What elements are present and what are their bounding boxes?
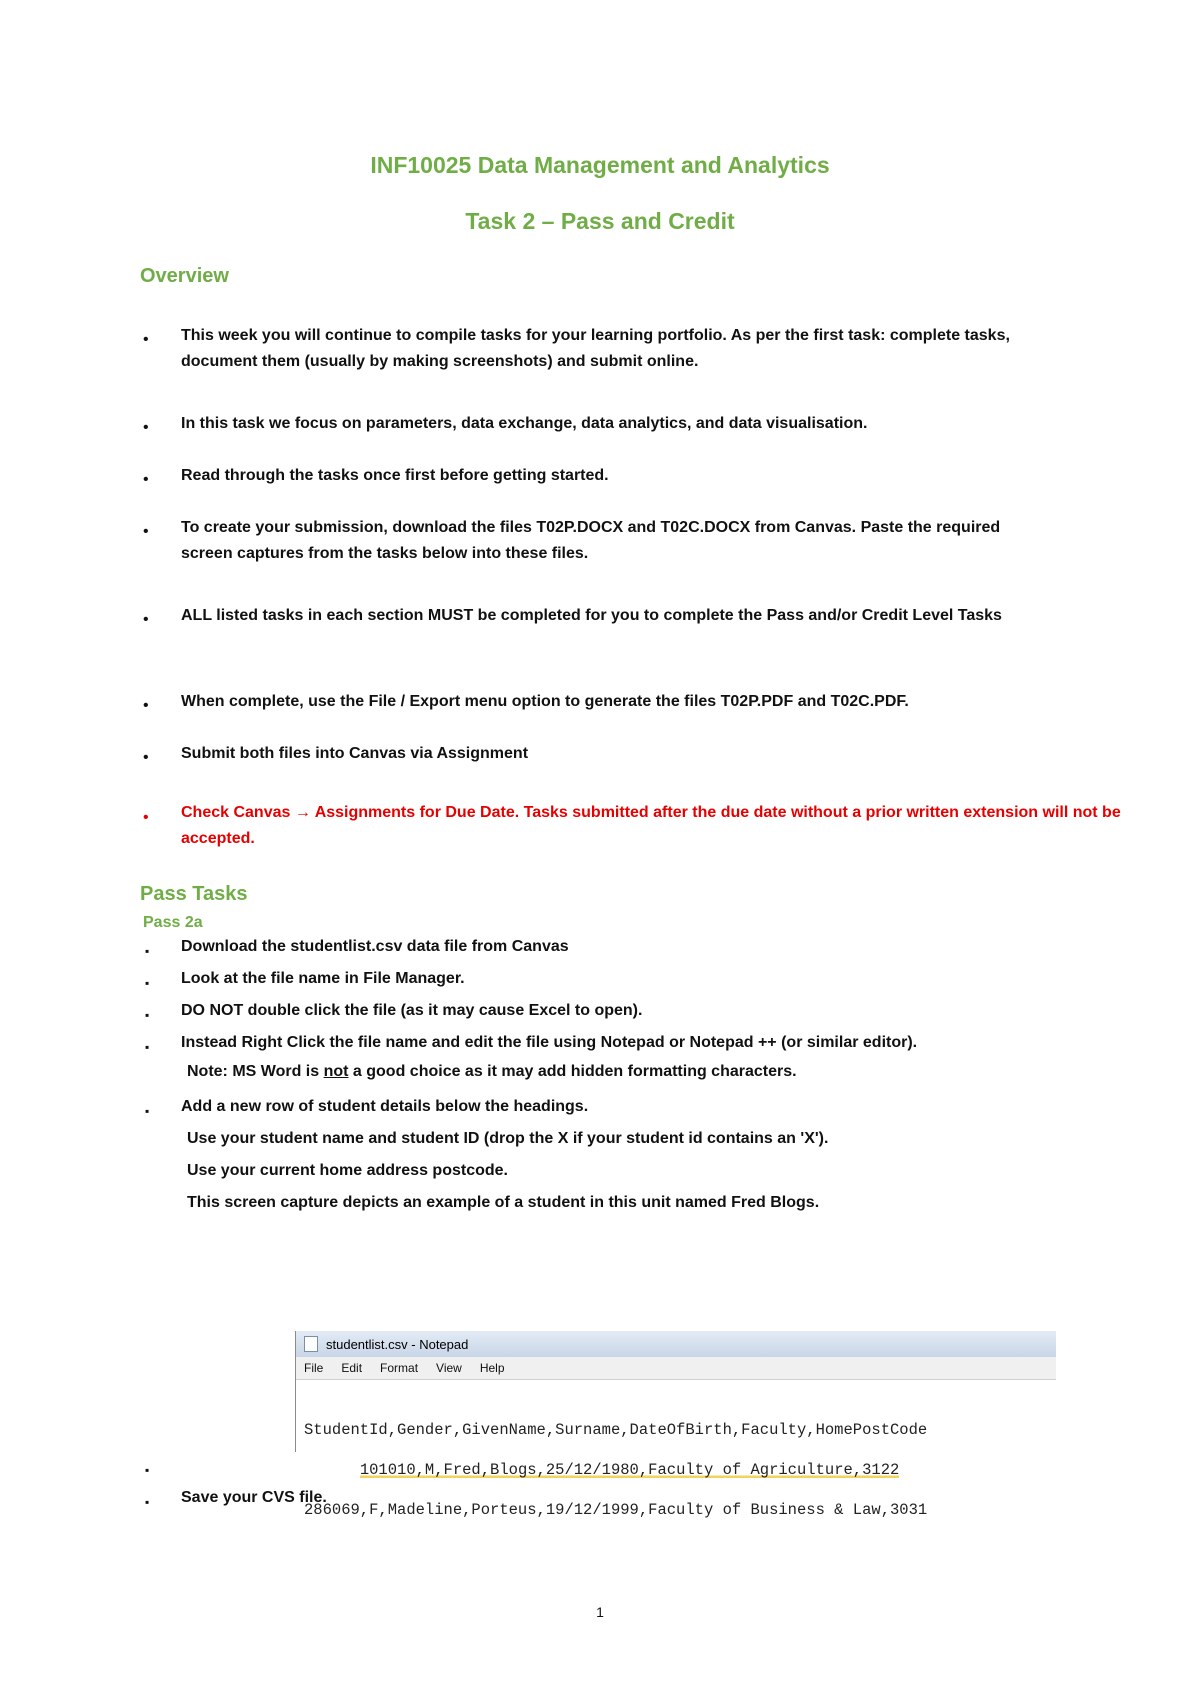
notepad-menu-file: File (304, 1361, 324, 1375)
notepad-menu-view: View (436, 1361, 462, 1375)
overview-item: To create your submission, download the files T02P.DOCX and T02C.DOCX from Canvas. Paste the required screen captures from the tasks below into these files. (181, 519, 1001, 562)
bullet-icon: • (143, 697, 149, 714)
bullet-icon: • (143, 471, 149, 488)
bullet-icon: • (143, 611, 149, 628)
square-bullet-icon: ▪ (145, 976, 150, 990)
bullet-icon: • (143, 809, 149, 826)
instruction-line: Use your student name and student ID (drop the X if your student id contains an 'X'). (187, 1130, 829, 1147)
pass-item: Download the studentlist.csv data file from Canvas (181, 938, 569, 955)
square-bullet-icon: ▪ (145, 1495, 150, 1509)
document-title: INF10025 Data Management and Analytics (370, 152, 830, 178)
document-subtitle: Task 2 – Pass and Credit (465, 208, 735, 234)
csv-example-line: 101010,M,Fred,Blogs,25/12/1980,Faculty of Agriculture,3122 (359, 1461, 900, 1479)
pass-2a-heading: Pass 2a (143, 914, 203, 931)
due-date-warning: Check Canvas → Assignments for Due Date. Tasks submitted after the due date without a prior written extension will not be accepted. (181, 804, 1121, 847)
overview-item: ALL listed tasks in each section MUST be completed for you to complete the Pass and/or Credit Level Tasks (181, 607, 1002, 624)
overview-item: Submit both files into Canvas via Assignment (181, 745, 529, 762)
notepad-icon (304, 1336, 318, 1352)
square-bullet-icon: ▪ (145, 1008, 150, 1022)
page-number: 1 (596, 1604, 604, 1620)
bullet-icon: • (143, 419, 149, 436)
notepad-menu-format: Format (380, 1361, 419, 1375)
csv-header-line: StudentId,Gender,GivenName,Surname,DateOfBirth,Faculty,HomePostCode (304, 1421, 928, 1439)
pass-item: DO NOT double click the file (as it may cause Excel to open). (181, 1002, 643, 1019)
pass-item: Save your CVS file. (181, 1489, 327, 1506)
bullet-icon: • (143, 523, 149, 540)
notepad-menu-help: Help (479, 1361, 505, 1375)
bullet-icon: • (143, 749, 149, 766)
notepad-menu-edit: Edit (341, 1361, 363, 1375)
notepad-window-title: studentlist.csv - Notepad (326, 1336, 469, 1352)
instruction-line: This screen capture depicts an example of a student in this unit named Fred Blogs. (187, 1194, 820, 1211)
word-note: Note: MS Word is not a good choice as it may add hidden formatting characters. (187, 1063, 797, 1080)
square-bullet-icon: ▪ (145, 1040, 150, 1054)
notepad-screenshot (295, 1331, 1056, 1519)
notepad-title-bar (296, 1331, 1056, 1357)
overview-item: In this task we focus on parameters, data exchange, data analytics, and data visualisation. (181, 415, 868, 432)
pass-item: Add a new row of student details below the headings. (181, 1098, 589, 1115)
square-bullet-icon: ▪ (145, 1104, 150, 1118)
instruction-line: Use your current home address postcode. (187, 1162, 508, 1179)
overview-item: When complete, use the File / Export menu option to generate the files T02P.PDF and T02C.PDF. (181, 693, 909, 710)
notepad-text-area (296, 1380, 1056, 1560)
overview-heading: Overview (140, 265, 229, 287)
notepad-menu-bar (296, 1357, 1056, 1380)
bullet-icon: • (143, 331, 149, 348)
overview-item: This week you will continue to compile tasks for your learning portfolio. As per the first task: complete tasks, document them (usually by making screenshots) and submit online. (181, 327, 1010, 370)
pass-tasks-heading: Pass Tasks (140, 883, 248, 905)
square-bullet-icon: ▪ (145, 1463, 150, 1477)
pass-item: Instead Right Click the file name and edit the file using Notepad or Notepad ++ (or similar editor). (181, 1034, 918, 1051)
pass-item: Look at the file name in File Manager. (181, 970, 465, 987)
overview-item: Read through the tasks once first before getting started. (181, 467, 609, 484)
csv-data-line: 286069,F,Madeline,Porteus,19/12/1999,Faculty of Business & Law,3031 (304, 1501, 928, 1519)
square-bullet-icon: ▪ (145, 944, 150, 958)
